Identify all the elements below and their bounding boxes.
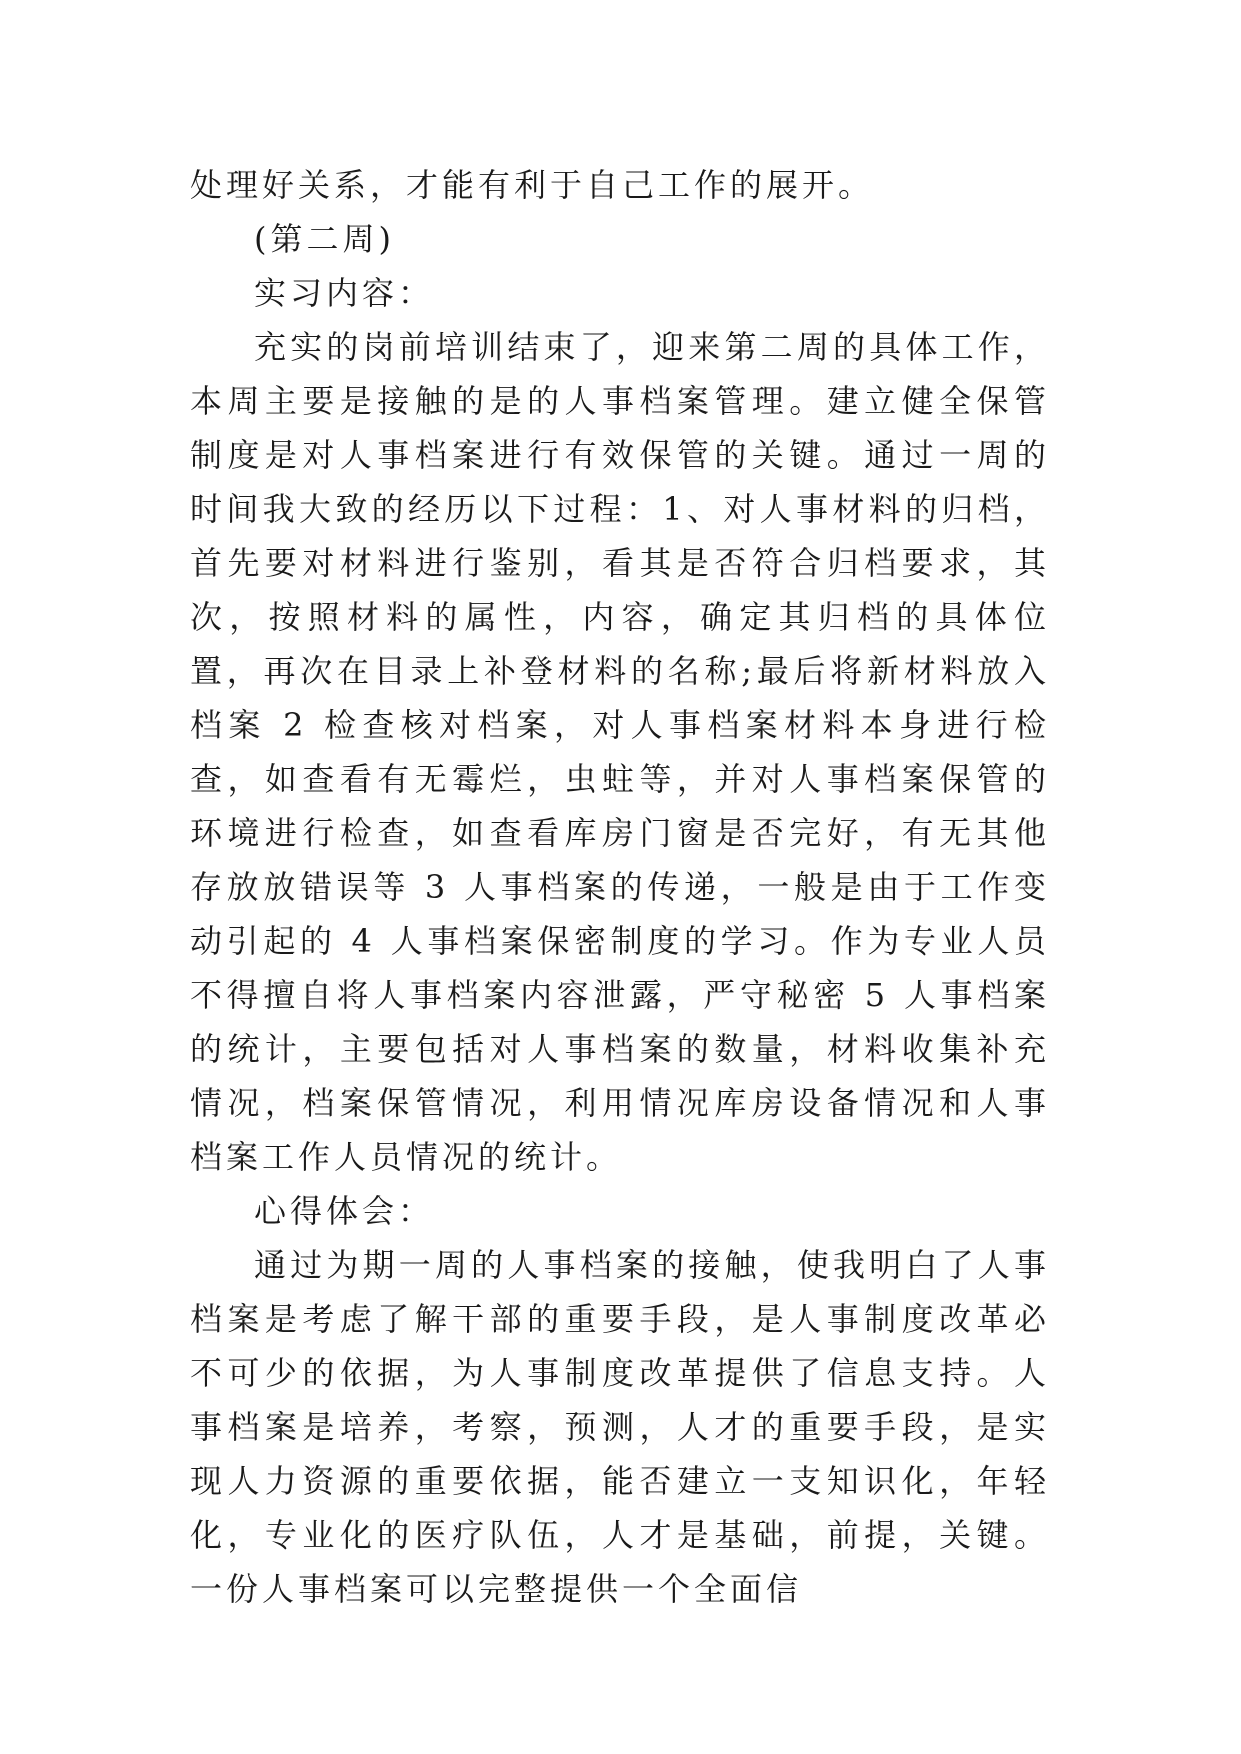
paragraph-reflection-body: 通过为期一周的人事档案的接触，使我明白了人事档案是考虑了解干部的重要手段，是人事制度改革必不可少的依据，为人事制度改革提供了信息支持。人事档案是培养，考察，预测，人才的重要手段，是实现人力资源的重要依据，能否建立一支知识化，年轻化，专业化的医疗队伍，人才是基础，前提，关键。一份人事档案可以完整提供一个全面信 xyxy=(190,1246,1050,1608)
paragraph-content-body: 充实的岗前培训结束了，迎来第二周的具体工作，本周主要是接触的是的人事档案管理。建立健全保管制度是对人事档案进行有效保管的关键。通过一周的时间我大致的经历以下过程：1、对人事材料的归档，首先要对材料进行鉴别，看其是否符合归档要求，其次，按照材料的属性，内容，确定其归档的具体位置，再次在目录上补登材料的名称;最后将新材料放入档案 2 检查核对档案，对人事档案材料本身进行检查，如查看有无霉烂，虫蛀等，并对人事档案保管的环境进行检查，如查看库房门窗是否完好，有无其他存放放错误等 3 人事档案的传递，一般是由于工作变动引起的 4 人事档案保密制度的学习。作为专业人员不得擅自将人事档案内容泄露，严守秘密 5 人事档案的统计，主要包括对人事档案的数量，材料收集补充情况，档案保管情况，利用情况库房设备情况和人事档案工作人员情况的统计。 xyxy=(190,328,1050,1176)
paragraph-intro-ending: 处理好关系，才能有利于自己工作的展开。 xyxy=(190,166,875,204)
paragraph-reflection-heading: 心得体会： xyxy=(254,1192,435,1230)
paragraph-week-heading: (第二周) xyxy=(254,220,395,258)
paragraph-content-heading: 实习内容： xyxy=(254,274,435,312)
document-body xyxy=(190,158,1050,1616)
